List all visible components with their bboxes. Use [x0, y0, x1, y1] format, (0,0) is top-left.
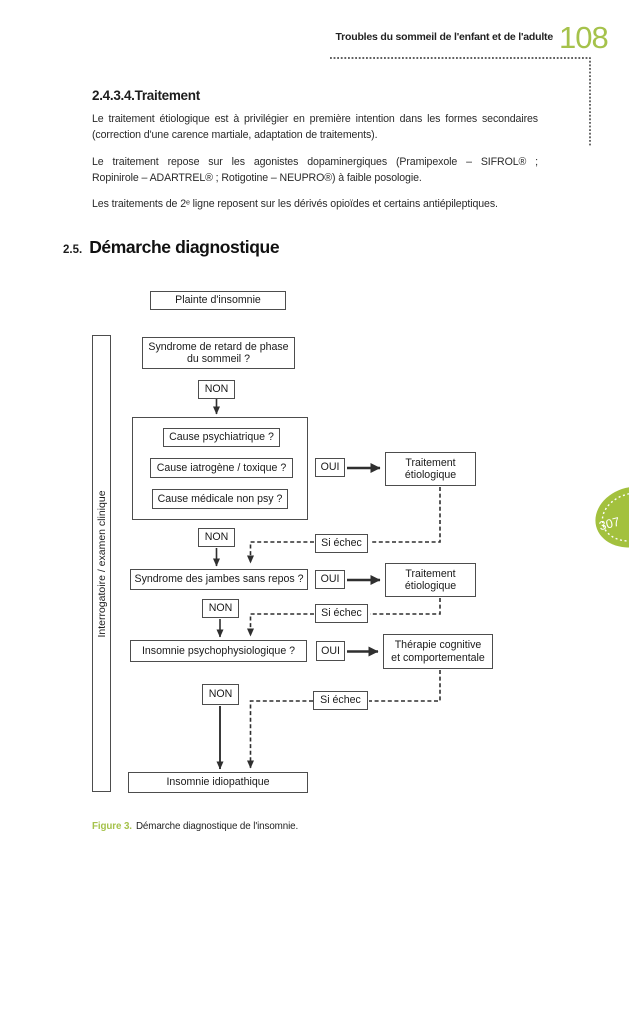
- flow-box-label: OUI: [320, 573, 340, 586]
- flow-box-si-echec-2: [315, 604, 368, 623]
- flow-box-label: Traitement: [405, 456, 456, 469]
- flow-box-label: Traitement: [405, 567, 456, 580]
- paragraph-line: Ropinirole – ADARTREL® ; Rotigotine – NEUPRO®) à faible posologie.: [92, 171, 422, 184]
- flow-box-non-4: [202, 684, 239, 705]
- flow-box-label: Cause psychiatrique ?: [169, 431, 274, 444]
- flow-box-label: OUI: [320, 461, 340, 474]
- flow-box-jambes-sans-repos: [130, 569, 308, 590]
- flow-sidebar-interrogatoire: [92, 335, 111, 792]
- flow-box-label: étiologique: [404, 580, 457, 592]
- section-number: 2.5.: [63, 244, 83, 256]
- flow-box-label: NON: [208, 688, 233, 701]
- flow-box-oui-3: [316, 641, 345, 661]
- side-tab: [589, 479, 629, 556]
- flow-box-cause-medicale: [152, 489, 288, 509]
- flow-box-non-3: [202, 599, 239, 618]
- flow-sidebar-label: Interrogatoire / examen clinique: [95, 489, 108, 638]
- flow-box-non-2: [198, 528, 235, 547]
- flow-box-si-echec-3: [313, 691, 368, 710]
- flow-box-cause-psychiatrique: [163, 428, 280, 447]
- paragraph-line: (correction d'une carence martiale, adaptation de traitements).: [92, 128, 378, 141]
- flow-box-label: OUI: [321, 644, 340, 657]
- figure-caption-label: Figure 3.: [92, 821, 132, 832]
- paragraph-line: Les traitements de 2ᵉ ligne reposent sur les dérivés opioïdes et certains antiépileptiques.: [92, 198, 498, 210]
- flow-box-insomnie-psychophysiologique: [130, 640, 307, 662]
- flow-box-label: Thérapie cognitive: [394, 639, 482, 651]
- flow-box-insomnie-idiopathique: [128, 772, 308, 793]
- flow-box-traitement-etiologique-1: [385, 452, 476, 486]
- flow-box-label: du sommeil ?: [187, 353, 250, 365]
- flow-box-traitement-etiologique-2: [385, 563, 476, 597]
- paragraph-line: Le traitement étiologique est à privilégier en première intention dans les formes secondaires: [92, 113, 538, 125]
- flow-box-label: Syndrome des jambes sans repos ?: [134, 573, 304, 586]
- paragraph-line: Le traitement repose sur les agonistes dopaminergiques (Pramipexole – SIFROL® ;: [92, 156, 538, 168]
- flow-box-oui-2: [315, 570, 345, 589]
- flow-box-label: Cause médicale non psy ?: [157, 492, 283, 505]
- flow-box-label: Insomnie idiopathique: [166, 776, 270, 789]
- flow-box-plainte-insomnie: [150, 291, 286, 310]
- flow-box-syndrome-retard-phase: [142, 337, 295, 369]
- flow-box-label: Syndrome de retard de phase: [148, 340, 289, 353]
- heading-traitement: 2.4.3.4.Traitement: [92, 88, 200, 103]
- flow-box-label: NON: [208, 602, 233, 615]
- flow-box-label: Insomnie psychophysiologique ?: [141, 644, 296, 657]
- flow-box-label: et comportementale: [391, 651, 485, 664]
- flow-box-therapie-cognitive: [383, 634, 493, 669]
- flow-box-label: étiologique: [404, 469, 457, 481]
- flow-box-label: Cause iatrogène / toxique ?: [156, 461, 287, 474]
- flow-box-label: NON: [204, 383, 229, 396]
- dotted-rule: [330, 58, 590, 147]
- flow-box-non-1: [198, 380, 235, 399]
- flow-box-label: Si échec: [320, 694, 361, 707]
- flow-box-oui-1: [315, 458, 345, 477]
- flow-box-cause-iatrogene: [150, 458, 293, 478]
- page-header-title: Troubles du sommeil de l'enfant et de l'adulte: [335, 31, 553, 43]
- page-number: 108: [559, 20, 608, 55]
- flow-box-label: Si échec: [321, 607, 362, 620]
- flow-box-label: NON: [204, 531, 229, 544]
- figure-caption-text: Démarche diagnostique de l'insomnie.: [135, 821, 299, 832]
- flow-box-label: Si échec: [321, 537, 362, 550]
- flow-box-si-echec-1: [315, 534, 368, 553]
- section-title: Démarche diagnostique: [89, 237, 280, 257]
- flow-box-label: Plainte d'insomnie: [175, 294, 261, 307]
- side-tab-page-number: 307: [597, 514, 622, 534]
